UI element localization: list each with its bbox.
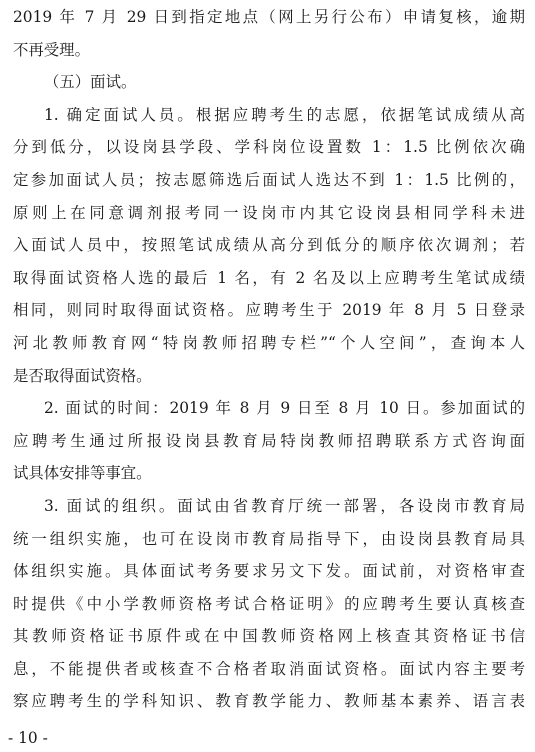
text-line: 察应聘考生的学科知识、教育教学能力、教师基本素养、语言表 bbox=[13, 692, 525, 711]
text-line: 定参加面试人员；按志愿筛选后面试人选达不到 1：1.5 比例的， bbox=[13, 170, 525, 189]
text-line: 不再受理。 bbox=[13, 40, 90, 59]
text-line: 分到低分，以设岗县学段、学科岗位设置数 1：1.5 比例依次确 bbox=[13, 138, 525, 157]
text-line: 时提供《中小学教师资格考试合格证明》的应聘考生要认真核查 bbox=[13, 594, 525, 613]
text-line: 其教师资格证书原件或在中国教师资格网上核查其资格证书信 bbox=[13, 627, 525, 646]
page-number: - 10 - bbox=[8, 729, 48, 747]
text-line: 统一组织实施，也可在设岗市教育局指导下，由设岗县教育局具 bbox=[13, 529, 525, 548]
paragraph-interview-time bbox=[13, 392, 525, 490]
text-line: 取得面试资格人选的最后 1 名，有 2 名及以上应聘考生笔试成绩 bbox=[13, 268, 525, 287]
paragraph-review-deadline bbox=[13, 1, 525, 66]
text-line: 2. 面试的时间：2019 年 8 月 9 日至 8 月 10 日。参加面试的 bbox=[44, 399, 525, 418]
document-body bbox=[13, 1, 525, 718]
text-line: 河北教师教育网“特岗教师招聘专栏”“个人空间”，查询本人 bbox=[13, 333, 525, 352]
text-line: 息，不能提供者或核查不合格者取消面试资格。面试内容主要考 bbox=[13, 659, 525, 678]
text-line: 2019 年 7 月 29 日到指定地点（网上另行公布）申请复核，逾期 bbox=[13, 8, 525, 26]
text-line: 3. 面试的组织。面试由省教育厅统一部署，各设岗市教育局 bbox=[44, 496, 525, 515]
text-line: 应聘考生通过所报设岗县教育局特岗教师招聘联系方式咨询面 bbox=[13, 431, 525, 450]
paragraph-interview-candidates bbox=[13, 99, 525, 392]
text-line: 是否取得面试资格。 bbox=[13, 366, 152, 385]
text-line: 入面试人员中，按照笔试成绩从高分到低分的顺序依次调剂；若 bbox=[13, 236, 525, 255]
text-line: 1. 确定面试人员。根据应聘考生的志愿，依据笔试成绩从高 bbox=[44, 105, 525, 124]
section-heading-interview bbox=[13, 66, 525, 99]
text-line: 试具体安排等事宜。 bbox=[13, 464, 152, 483]
section-heading: （五）面试。 bbox=[44, 73, 137, 92]
text-line: 相同，则同时取得面试资格。应聘考生于 2019 年 8 月 5 日登录 bbox=[13, 301, 525, 320]
paragraph-interview-organization bbox=[13, 490, 525, 718]
text-line: 原则上在同意调剂报考同一设岗市内其它设岗县相同学科未进 bbox=[13, 203, 525, 222]
text-line: 体组织实施。具体面试考务要求另文下发。面试前，对资格审查 bbox=[13, 562, 525, 581]
